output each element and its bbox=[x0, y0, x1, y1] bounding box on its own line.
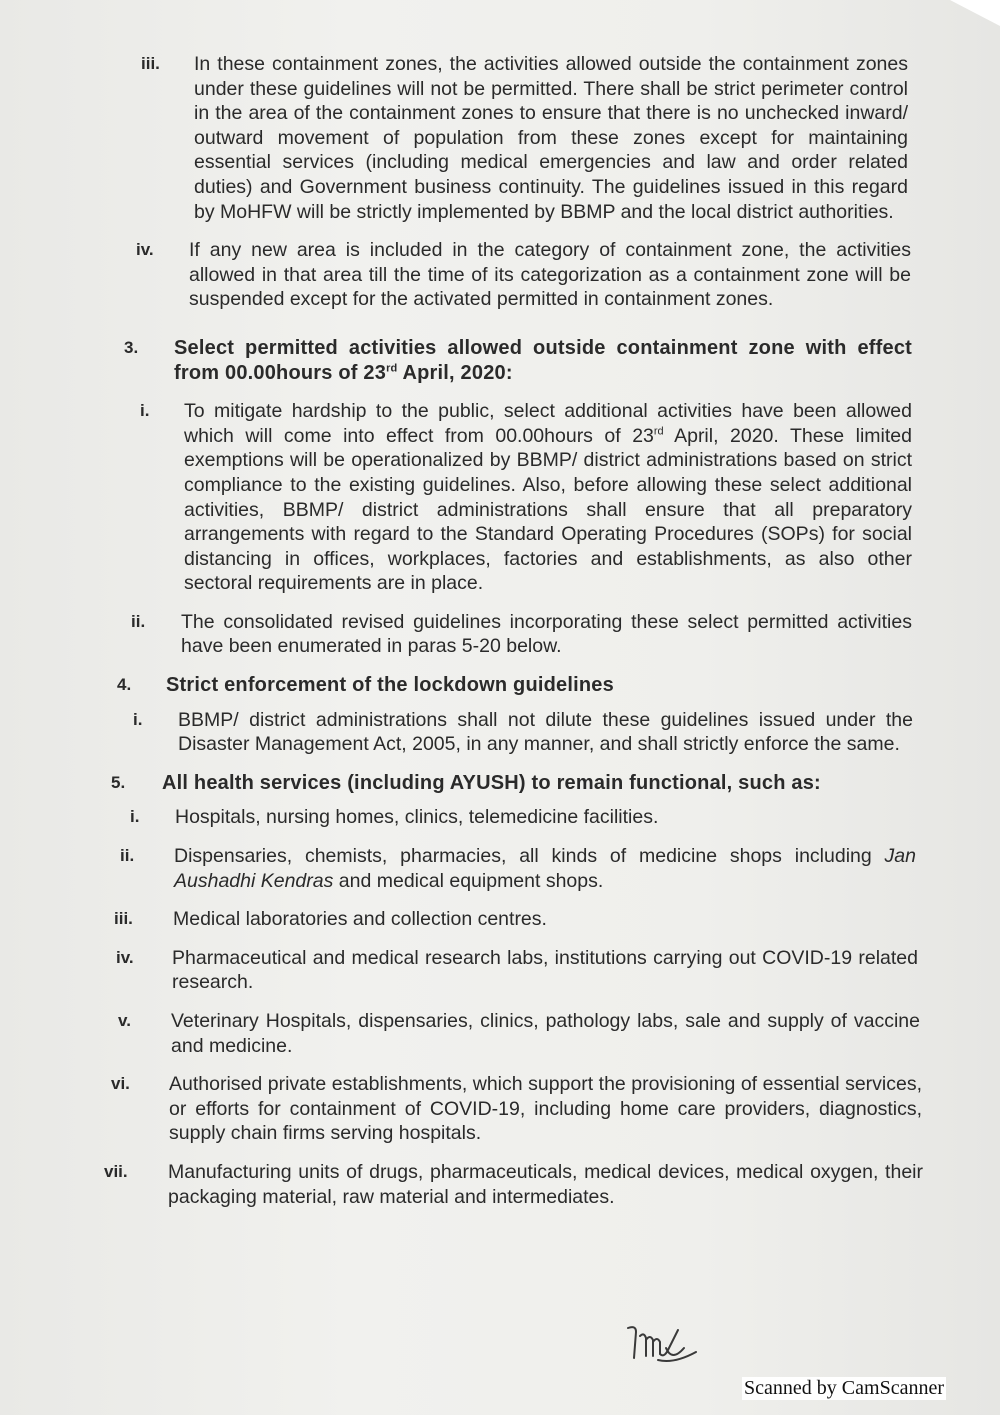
item-text: Veterinary Hospitals, dispensaries, clinics, pathology labs, sale and supply of vaccine and medicine. bbox=[171, 1010, 920, 1057]
signature-mark bbox=[622, 1322, 712, 1367]
list-item bbox=[0, 1072, 1000, 1146]
item-text: Dispensaries, chemists, pharmacies, all kinds of medicine shops including Jan Aushadhi Kendras and medical equipment shops. bbox=[174, 845, 916, 892]
item-number: i. bbox=[130, 807, 140, 827]
item-number: i. bbox=[140, 401, 150, 421]
item-text: Manufacturing units of drugs, pharmaceuticals, medical devices, medical oxygen, their packaging material, raw material and intermediates. bbox=[168, 1160, 923, 1208]
list-item bbox=[0, 708, 1000, 757]
item-text: Hospitals, nursing homes, clinics, telemedicine facilities. bbox=[175, 806, 659, 829]
section-heading bbox=[0, 336, 1000, 385]
list-item bbox=[0, 52, 1000, 224]
item-number: vi. bbox=[111, 1074, 130, 1094]
item-number: iv. bbox=[136, 240, 154, 260]
item-number: ii. bbox=[131, 611, 146, 631]
page-corner bbox=[950, 0, 1000, 26]
item-number: iii. bbox=[141, 54, 160, 73]
document-body bbox=[0, 52, 1000, 1223]
item-number: v. bbox=[118, 1011, 131, 1030]
item-text: In these containment zones, the activities allowed outside the containment zones under these guidelines will not be permitted. There shall be strict perimeter control in the area of the containment zones to ensure that there is no unchecked inward/ outward movement of population from these zones except for maintaining essential services (including medical emergencies and law and order related duties) and Government business continuity. The guidelines issued in this regard by MoHFW will be strictly implemented by BBMP and the local district authorities. bbox=[194, 53, 908, 223]
list-item bbox=[0, 907, 1000, 932]
item-text: To mitigate hardship to the public, select additional activities have been allowed which will come into effect from 00.00hours of 23rd April, 2020. These limited exemptions will be operationalized by BBMP/ district administrations based on strict compliance to the existing guidelines. Also, before allowing these select additional activities, BBMP/ district administrations shall ensure that all preparatory arrangements with regard to the Standard Operating Procedures (SOPs) for social distancing in offices, workplaces, factories and establishments, as also other sectoral requirements are in place. bbox=[184, 400, 912, 595]
item-text: Authorised private establishments, which support the provisioning of essential services, or efforts for containment of COVID-19, including home care providers, diagnostics, supply chain firms serving hospitals. bbox=[169, 1073, 922, 1145]
item-text: Medical laboratories and collection centres. bbox=[173, 908, 547, 931]
scanner-watermark: Scanned by CamScanner bbox=[744, 1377, 944, 1399]
item-text: BBMP/ district administrations shall not dilute these guidelines issued under the Disaster Management Act, 2005, in any manner, and shall strictly enforce the same. bbox=[178, 708, 913, 756]
item-number: iii. bbox=[114, 909, 133, 929]
section-title: Select permitted activities allowed outside containment zone with effect from 00.00hours of 23rd April, 2020: bbox=[174, 336, 912, 384]
list-item bbox=[0, 805, 1000, 830]
section-title: Strict enforcement of the lockdown guidelines bbox=[166, 674, 614, 697]
list-item bbox=[0, 844, 1000, 893]
section-heading bbox=[0, 771, 1000, 796]
list-item bbox=[0, 1009, 1000, 1058]
item-text: The consolidated revised guidelines incorporating these select permitted activities have been enumerated in paras 5-20 below. bbox=[181, 610, 912, 658]
list-item bbox=[0, 610, 1000, 659]
item-number: iv. bbox=[116, 947, 134, 967]
section-number: 5. bbox=[111, 772, 126, 792]
list-item bbox=[0, 946, 1000, 995]
list-item bbox=[0, 399, 1000, 596]
list-item bbox=[0, 238, 1000, 312]
section-number: 4. bbox=[117, 675, 132, 695]
section-number: 3. bbox=[124, 337, 139, 357]
list-item bbox=[0, 1160, 1000, 1209]
section-title: All health services (including AYUSH) to remain functional, such as: bbox=[162, 771, 821, 794]
item-text: If any new area is included in the category of containment zone, the activities allowed in that area till the time of its categorization as a containment zone will be suspended except for the activated permitted in containment zones. bbox=[189, 239, 911, 311]
item-number: ii. bbox=[120, 846, 135, 866]
item-text: Pharmaceutical and medical research labs, institutions carrying out COVID-19 related research. bbox=[172, 946, 918, 994]
item-number: i. bbox=[133, 709, 143, 729]
section-heading bbox=[0, 673, 1000, 698]
item-number: vii. bbox=[104, 1161, 128, 1181]
